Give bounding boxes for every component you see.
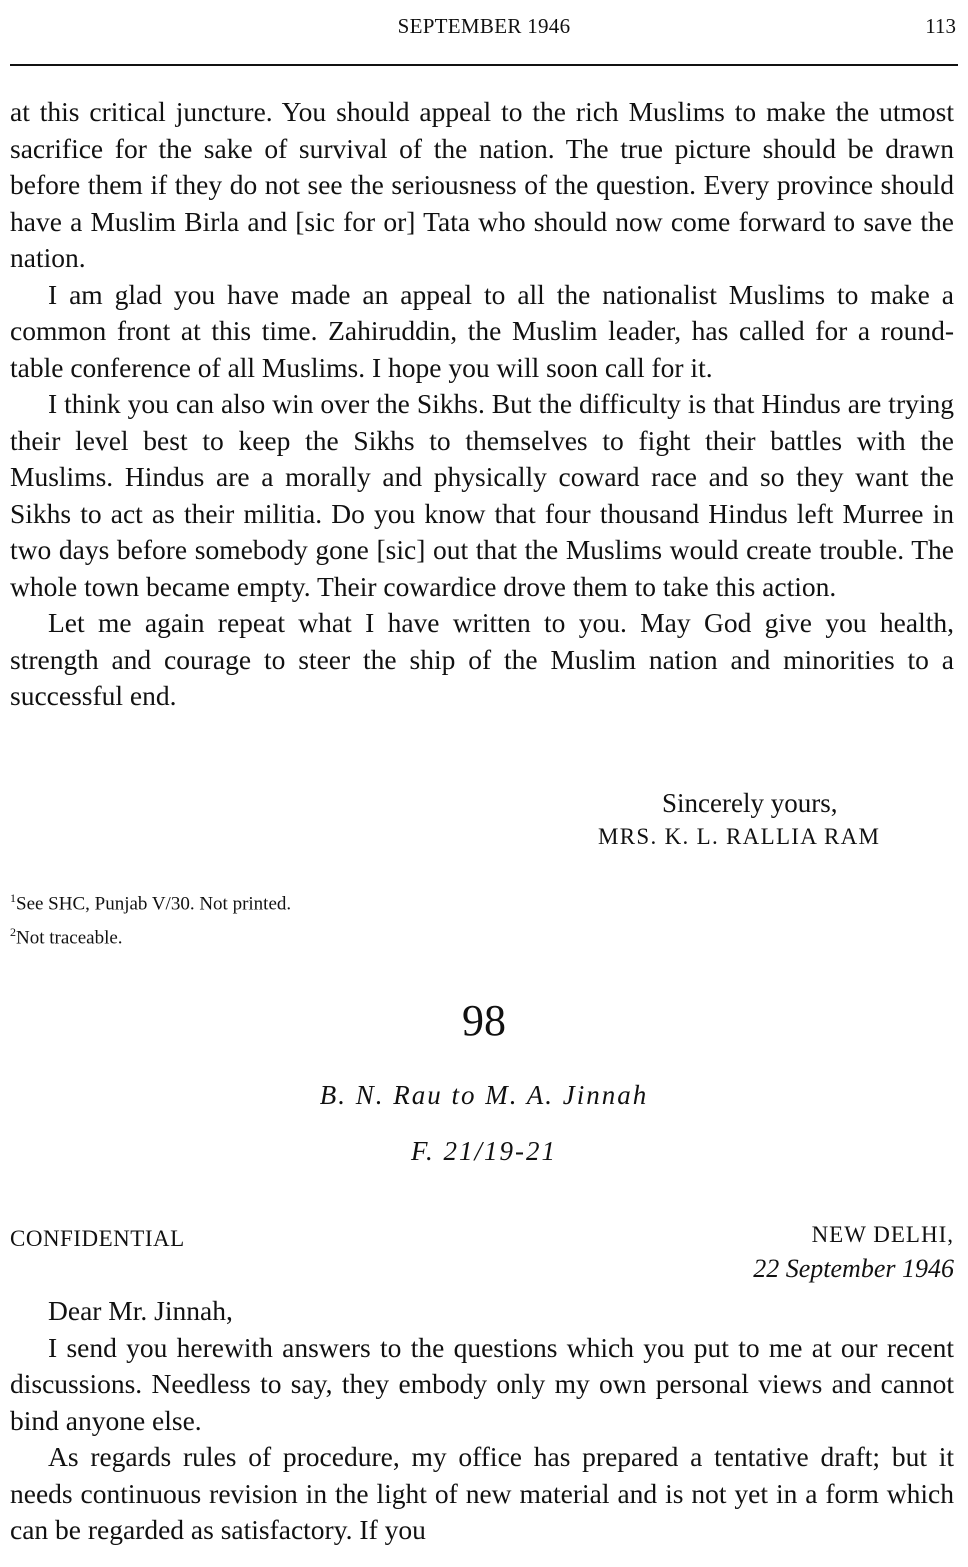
footnotes bbox=[10, 884, 291, 953]
document-reference: F. 21/19-21 bbox=[410, 1136, 557, 1166]
paragraph: I am glad you have made an appeal to all the nationalist Muslims to make a common front at this time. Zahiruddin, the Muslim leader, has called for a round-table conference of all Muslims. I hope you will soon call for it. bbox=[10, 278, 954, 383]
paragraph: I think you can also win over the Sikhs. But the difficulty is that Hindus are trying their level best to keep the Sikhs to themselves to fight their battles with the Muslims. Hindus are a morally and physically coward race and so they want the Sikhs to act as their militia. Do you know that four thousand Hindus left Murree in two days before somebody gone [sic] out that the Muslims would create trouble. The whole town became empty. Their cowardice drove them to take this action. bbox=[10, 388, 954, 602]
letter-date: 22 September 1946 bbox=[753, 1254, 954, 1283]
closing: Sincerely yours, bbox=[662, 788, 838, 818]
signature: MRS. K. L. RALLIA RAM bbox=[598, 824, 881, 849]
letter-body bbox=[10, 1293, 954, 1549]
classification-label: CONFIDENTIAL bbox=[10, 1226, 185, 1251]
document-subtitle: B. N. Rau to M. A. Jinnah bbox=[319, 1080, 649, 1110]
page-header bbox=[0, 14, 968, 50]
header-rule bbox=[10, 64, 958, 66]
footnote-marker: 2 bbox=[10, 925, 16, 940]
footnote-text: Not traceable. bbox=[16, 927, 123, 949]
salutation: Dear Mr. Jinnah, bbox=[48, 1295, 233, 1326]
running-title: SEPTEMBER 1946 bbox=[397, 14, 571, 38]
letter-place: NEW DELHI, bbox=[811, 1222, 954, 1247]
footnote-text: See SHC, Punjab V/30. Not printed. bbox=[16, 893, 292, 915]
paragraph: at this critical juncture. You should appeal to the rich Muslims to make the utmost sacrifice for the sake of survival of the nation. The true picture should be drawn before them if they do not see the seriousness of the question. Every province should have a Muslim Birla and [sic for or] Tata who should now come forward to save the nation. bbox=[10, 96, 954, 273]
paragraph: As regards rules of procedure, my office has prepared a tentative draft; but it needs continuous revision in the light of new material and is not yet in a form which can be regarded as satisfactory. If you bbox=[10, 1441, 954, 1545]
letter-body-continued bbox=[10, 94, 954, 715]
footnote-marker: 1 bbox=[10, 891, 16, 905]
paragraph: Let me again repeat what I have written to you. May God give you health, strength and courage to steer the ship of the Muslim nation and minorities to a successful end. bbox=[10, 607, 954, 711]
page-number: 113 bbox=[925, 14, 956, 38]
paragraph: I send you herewith answers to the questions which you put to me at our recent discussions. Needless to say, they embody only my own personal views and cannot bind anyone else. bbox=[10, 1331, 954, 1436]
footnote-1 bbox=[10, 884, 291, 918]
document-number: 98 bbox=[462, 996, 506, 1045]
footnote-2 bbox=[10, 918, 291, 952]
